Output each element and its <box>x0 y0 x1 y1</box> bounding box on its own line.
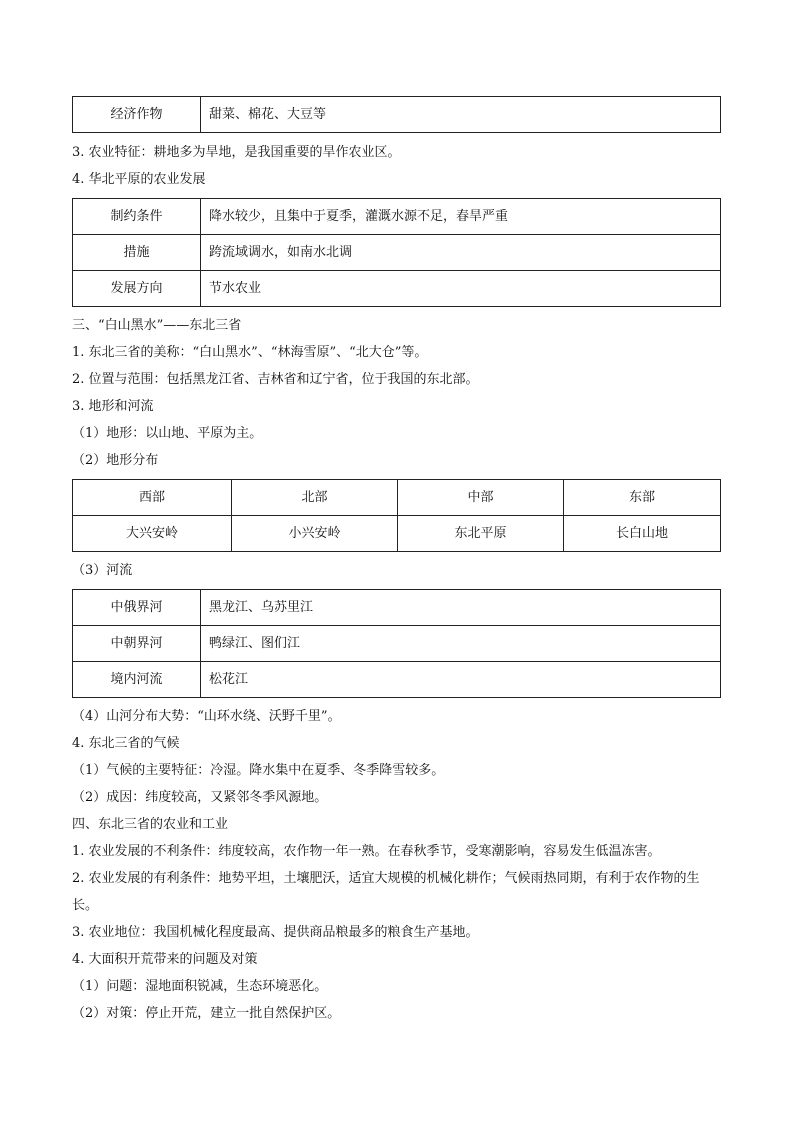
table-row <box>73 516 721 552</box>
favorable-paragraph: 2. 农业发展的有利条件：地势平坦，土壤肥沃，适宜大规模的机械化耕作；气候雨热同期，有利于农作物的生长。 <box>72 871 700 913</box>
table-value-cell: 节水农业 <box>201 271 721 307</box>
table-header-cell: 中部 <box>398 480 564 516</box>
table-cell: 小兴安岭 <box>232 516 398 552</box>
rivers-table <box>72 589 721 698</box>
table-cell: 东北平原 <box>398 516 564 552</box>
terrain-line: （1）地形：以山地、平原为主。 <box>72 426 263 441</box>
pattern-line: （4）山河分布大势：“山环水绕、沃野千里”。 <box>72 709 341 724</box>
table-header-row <box>73 480 721 516</box>
table-header-cell: 北部 <box>232 480 398 516</box>
measure-line: （2）对策：停止开荒，建立一批自然保护区。 <box>72 1006 341 1021</box>
crops-table <box>72 96 721 133</box>
agri-feature-line: 3. 农业特征：耕地多为旱地，是我国重要的旱作农业区。 <box>72 145 401 160</box>
table-row <box>73 97 721 133</box>
table-label-cell: 制约条件 <box>73 199 201 235</box>
table-value-cell: 松花江 <box>201 662 721 698</box>
problems-heading: 4. 大面积开荒带来的问题及对策 <box>72 952 258 967</box>
table-row <box>73 590 721 626</box>
table-cell: 大兴安岭 <box>73 516 232 552</box>
table-label-cell: 措施 <box>73 235 201 271</box>
table-label-cell: 境内河流 <box>73 662 201 698</box>
table-value-cell: 鸭绿江、图们江 <box>201 626 721 662</box>
nickname-line: 1. 东北三省的美称：“白山黑水”、“林海雪原”、“北大仓”等。 <box>72 345 428 360</box>
table-row <box>73 271 721 307</box>
terrain-rivers-heading: 3. 地形和河流 <box>72 399 154 414</box>
huabei-agri-table <box>72 198 721 307</box>
terrain-table <box>72 479 721 552</box>
terrain-distribution-line: （2）地形分布 <box>72 453 159 468</box>
section-3-title: 三、“白山黑水”——东北三省 <box>72 318 242 333</box>
status-line: 3. 农业地位：我国机械化程度最高、提供商品粮最多的粮食生产基地。 <box>72 925 479 940</box>
rivers-line: （3）河流 <box>72 563 133 578</box>
huabei-agri-heading: 4. 华北平原的农业发展 <box>72 172 206 187</box>
table-row <box>73 199 721 235</box>
table-row <box>73 626 721 662</box>
table-label-cell: 中朝界河 <box>73 626 201 662</box>
table-value-cell: 降水较少，且集中于夏季，灌溉水源不足，春旱严重 <box>201 199 721 235</box>
table-label-cell: 经济作物 <box>73 97 201 133</box>
table-label-cell: 发展方向 <box>73 271 201 307</box>
climate-main-line: （1）气候的主要特征：冷湿。降水集中在夏季、冬季降雪较多。 <box>72 763 445 778</box>
document-page <box>72 96 722 1027</box>
section-4-title: 四、东北三省的农业和工业 <box>72 817 229 832</box>
table-row <box>73 235 721 271</box>
table-cell: 长白山地 <box>564 516 721 552</box>
table-row <box>73 662 721 698</box>
table-header-cell: 西部 <box>73 480 232 516</box>
table-value-cell: 黑龙江、乌苏里江 <box>201 590 721 626</box>
table-header-cell: 东部 <box>564 480 721 516</box>
location-line: 2. 位置与范围：包括黑龙江省、吉林省和辽宁省，位于我国的东北部。 <box>72 372 479 387</box>
table-value-cell: 跨流域调水，如南水北调 <box>201 235 721 271</box>
climate-heading: 4. 东北三省的气候 <box>72 736 180 751</box>
table-value-cell: 甜菜、棉花、大豆等 <box>201 97 721 133</box>
table-label-cell: 中俄界河 <box>73 590 201 626</box>
climate-cause-line: （2）成因：纬度较高，又紧邻冬季风源地。 <box>72 790 328 805</box>
unfavorable-line: 1. 农业发展的不利条件：纬度较高，农作物一年一熟。在春秋季节，受寒潮影响，容易发生低温冻害。 <box>72 844 661 859</box>
problem-line: （1）问题：湿地面积锐减，生态环境恶化。 <box>72 979 328 994</box>
